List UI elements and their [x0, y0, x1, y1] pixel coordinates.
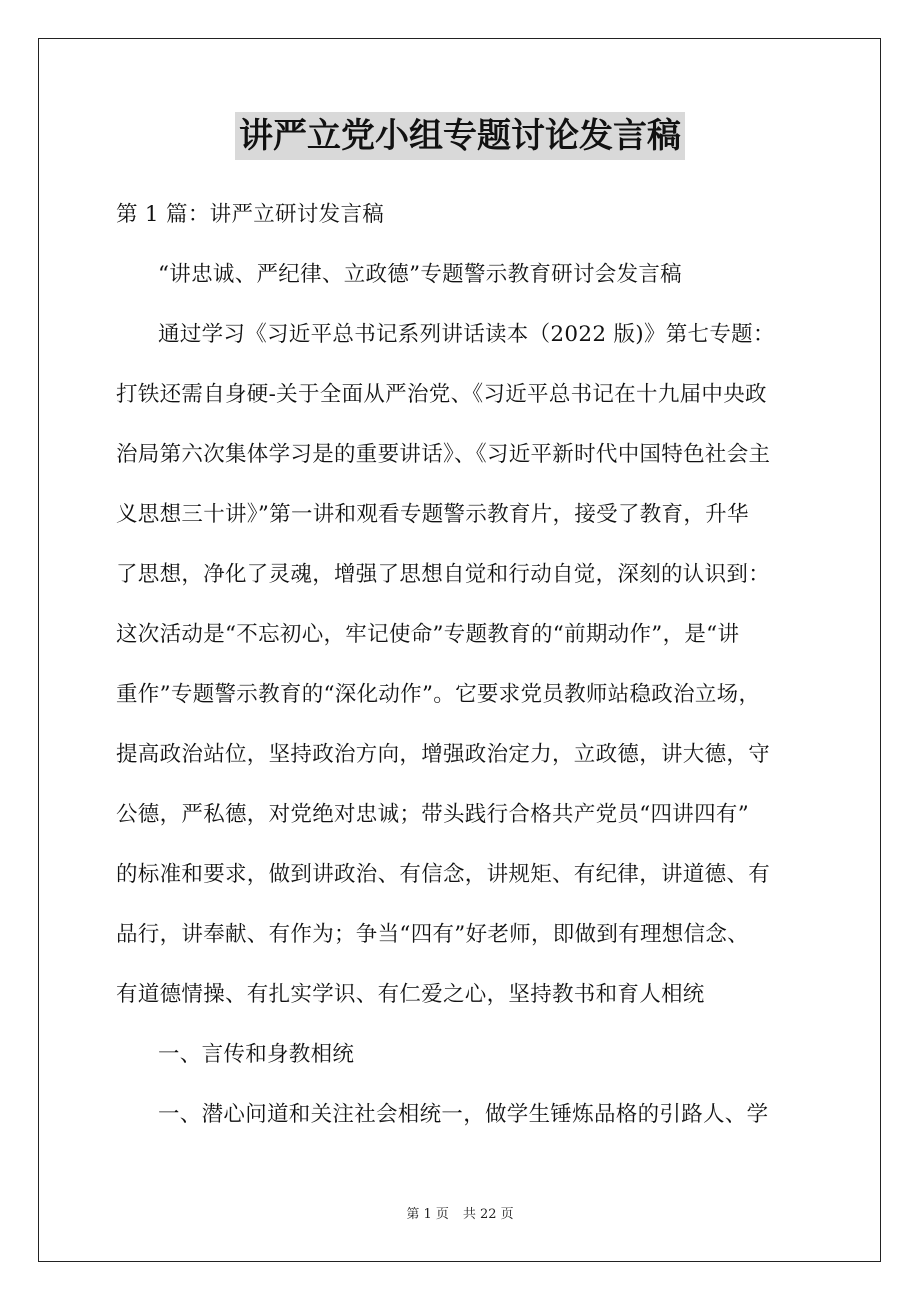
- document-title: 讲严立党小组专题讨论发言稿: [235, 112, 685, 160]
- paragraph-line-4: 打铁还需自身硬-关于全面从严治党、《习近平总书记在十九届中央政: [116, 382, 767, 407]
- paragraph-line-12: 的标准和要求，做到讲政治、有信念，讲规矩、有纪律，讲道德、有: [116, 862, 771, 887]
- paragraph-line-6: 义思想三十讲》”第一讲和观看专题警示教育片，接受了教育，升华: [116, 502, 749, 527]
- paragraph-line-2: “讲忠诚、严纪律、立政德”专题警示教育研讨会发言稿: [158, 262, 682, 287]
- paragraph-line-5: 治局第六次集体学习是的重要讲话》、《习近平新时代中国特色社会主: [116, 442, 771, 467]
- page-number: 第 1 页: [406, 1207, 449, 1222]
- paragraph-line-10: 提高政治站位，坚持政治方向，增强政治定力，立政德，讲大德，守: [116, 742, 771, 767]
- paragraph-line-11: 公德，严私德，对党绝对忠诚；带头践行合格共产党员“四讲四有”: [116, 802, 749, 827]
- paragraph-line-9: 重作”专题警示教育的“深化动作”。它要求党员教师站稳政治立场，: [116, 682, 761, 707]
- document-title-wrapper: [0, 112, 920, 160]
- paragraph-line-3: 通过学习《习近平总书记系列讲话读本（2022 版)》第七专题：: [158, 322, 775, 347]
- paragraph-line-13: 品行，讲奉献、有作为；争当“四有”好老师，即做到有理想信念、: [116, 922, 749, 947]
- paragraph-line-16: 一、潜心问道和关注社会相统一，做学生锤炼品格的引路人、学: [158, 1102, 769, 1127]
- page-total: 共 22 页: [462, 1207, 514, 1222]
- paragraph-line-7: 了思想，净化了灵魂，增强了思想自觉和行动自觉，深刻的认识到：: [116, 562, 771, 587]
- paragraph-line-8: 这次活动是“不忘初心，牢记使命”专题教育的“前期动作”，是“讲: [116, 622, 740, 647]
- paragraph-line-1: 第 1 篇：讲严立研讨发言稿: [116, 202, 385, 227]
- page-footer: [0, 1206, 920, 1224]
- paragraph-line-14: 有道德情操、有扎实学识、有仁爱之心，坚持教书和育人相统: [116, 982, 705, 1007]
- paragraph-line-15: 一、言传和身教相统: [158, 1042, 355, 1067]
